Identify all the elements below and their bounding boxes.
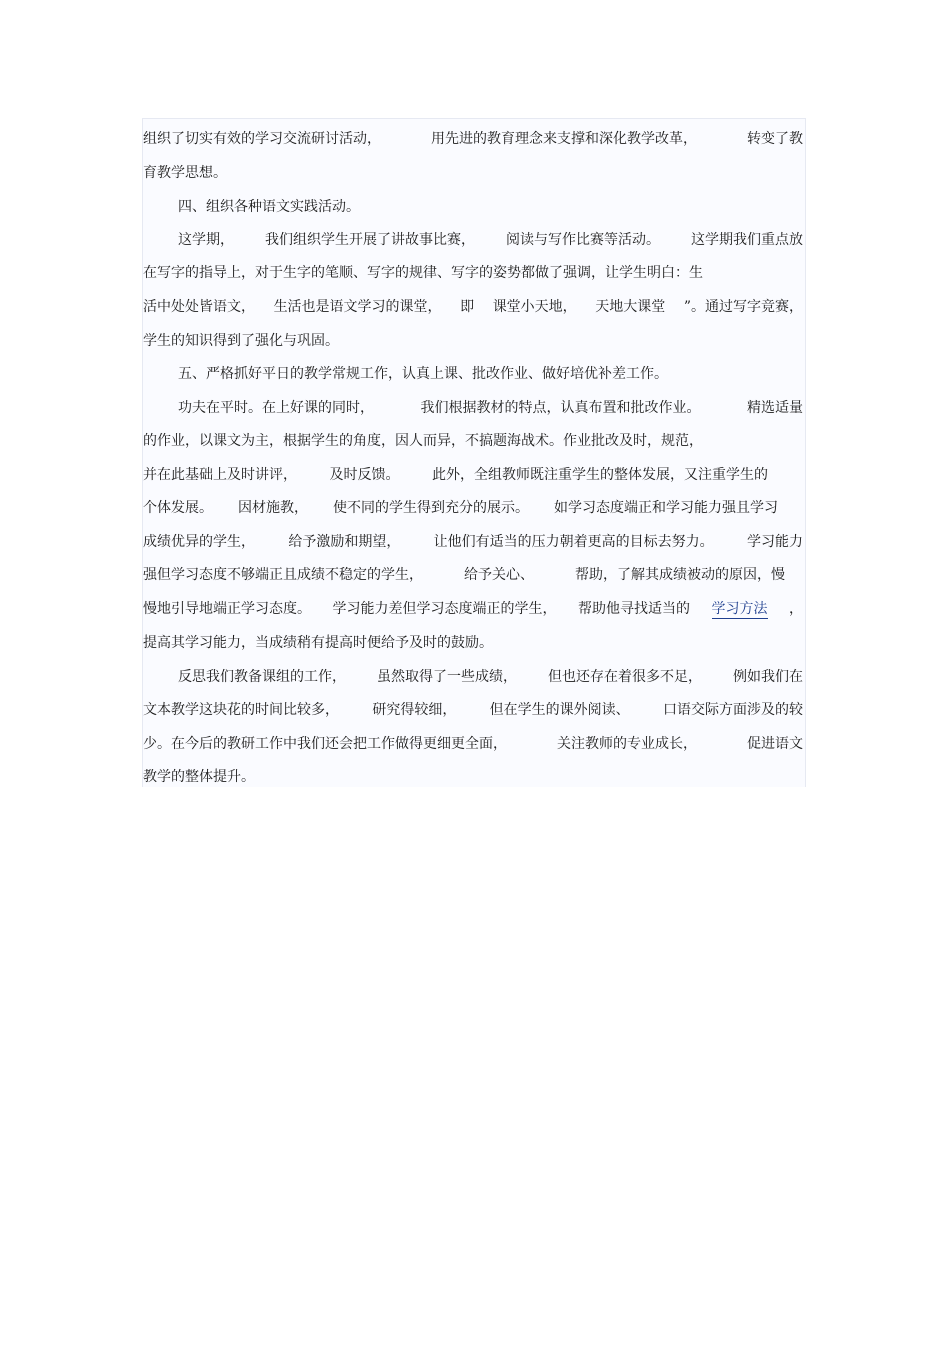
text-segment: 学生的知识得到了强化与巩固。 xyxy=(143,333,339,349)
text-line xyxy=(143,734,803,754)
text-segment: 的作业，以课文为主，根据学生的角度，因人而异，不搞题海战术。作业批改及时，规范， xyxy=(143,433,703,449)
text-line xyxy=(143,398,803,418)
text-segment: 组织了切实有效的学习交流研讨活动， xyxy=(143,131,381,147)
text-line xyxy=(143,163,227,183)
text-line xyxy=(143,129,803,149)
text-line xyxy=(143,700,803,720)
text-segment: 精选适量 xyxy=(747,400,803,416)
text-segment: 这学期， xyxy=(178,232,234,248)
text-segment: 生活也是语文学习的课堂， xyxy=(273,299,442,315)
text-segment: 使不同的学生得到充分的展示。 xyxy=(333,500,529,516)
text-segment: 学习能力差但学习态度端正的学生， xyxy=(332,601,557,617)
text-segment: 虽然取得了一些成绩， xyxy=(377,669,517,685)
text-segment: 帮助，了解其成绩被动的原因，慢 xyxy=(575,567,785,583)
text-segment: 活中处处皆语文， xyxy=(143,299,255,315)
text-line xyxy=(143,297,803,317)
text-segment: 这学期我们重点放 xyxy=(691,232,803,248)
text-segment: ”。通过写字竞赛， xyxy=(683,299,803,315)
text-line xyxy=(143,431,703,451)
document-text-block xyxy=(142,118,806,787)
text-line xyxy=(143,633,493,653)
text-segment: 让他们有适当的压力朝着更高的目标去努力。 xyxy=(433,534,714,550)
text-line xyxy=(143,230,803,250)
text-line xyxy=(143,599,803,619)
text-line xyxy=(143,465,768,485)
text-segment: 因材施教， xyxy=(238,500,308,516)
text-segment: 给予激励和期望， xyxy=(288,534,401,550)
text-segment: 但在学生的课外阅读、 xyxy=(489,702,630,718)
text-segment: 阅读与写作比赛等活动。 xyxy=(506,232,660,248)
text-segment: 文本教学这块花的时间比较多， xyxy=(143,702,339,718)
text-segment: 成绩优异的学生， xyxy=(143,534,255,550)
text-segment: 但也还存在着很多不足， xyxy=(548,669,702,685)
text-line xyxy=(143,532,803,552)
text-segment: 反思我们教备课组的工作， xyxy=(178,669,346,685)
text-segment: 慢地引导地端正学习态度。 xyxy=(143,601,311,617)
text-line xyxy=(143,263,703,283)
text-segment: 及时反馈。 xyxy=(329,467,400,483)
text-segment: 关注教师的专业成长， xyxy=(557,736,697,752)
text-segment: 研究得较细， xyxy=(372,702,457,718)
text-segment: 学习能力 xyxy=(746,534,803,550)
text-line xyxy=(143,667,803,687)
text-segment: 转变了教 xyxy=(747,131,803,147)
text-line xyxy=(143,565,785,585)
text-line xyxy=(143,498,778,518)
text-segment: 例如我们在 xyxy=(733,669,803,685)
text-segment: 少。在今后的教研工作中我们还会把工作做得更细更全面， xyxy=(143,736,507,752)
text-segment: 并在此基础上及时讲评， xyxy=(143,467,297,483)
text-segment: 我们根据教材的特点，认真布置和批改作业。 xyxy=(420,400,701,416)
text-segment: 我们组织学生开展了讲故事比赛， xyxy=(265,232,475,248)
text-segment: 五、严格抓好平日的教学常规工作，认真上课、批改作业、做好培优补差工作。 xyxy=(178,366,668,382)
text-segment: 口语交际方面涉及的较 xyxy=(662,702,803,718)
section-heading xyxy=(143,364,668,384)
text-segment: 功夫在平时。在上好课的同时， xyxy=(178,400,374,416)
text-segment: 强但学习态度不够端正且成绩不稳定的学生， xyxy=(143,567,423,583)
text-segment: 如学习态度端正和学习能力强且学习 xyxy=(554,500,778,516)
text-segment: 个体发展。 xyxy=(143,500,213,516)
text-segment: 促进语文 xyxy=(747,736,803,752)
text-segment: 教学的整体提升。 xyxy=(143,769,255,785)
text-segment: 在写字的指导上，对于生字的笔顺、写字的规律、写字的姿势都做了强调，让学生明白：生 xyxy=(143,265,703,281)
text-segment: 育教学思想。 xyxy=(143,165,227,181)
text-segment: 给予关心、 xyxy=(464,567,534,583)
text-segment: 天地大课堂 xyxy=(595,299,666,315)
study-method-link[interactable]: 学习方法 xyxy=(711,601,768,617)
text-segment: 用先进的教育理念来支撑和深化教学改革， xyxy=(431,131,697,147)
text-segment: 即 xyxy=(460,299,475,315)
text-segment: 提高其学习能力，当成绩稍有提高时便给予及时的鼓励。 xyxy=(143,635,493,651)
text-segment: 课堂小天地， xyxy=(492,299,577,315)
text-segment: 此外，全组教师既注重学生的整体发展，又注重学生的 xyxy=(432,467,768,483)
text-line xyxy=(143,767,255,787)
text-line xyxy=(143,331,339,351)
text-segment: 帮助他寻找适当的 xyxy=(578,601,690,617)
section-heading xyxy=(143,197,360,217)
text-segment: ， xyxy=(789,601,803,617)
text-segment: 四、组织各种语文实践活动。 xyxy=(178,199,360,215)
